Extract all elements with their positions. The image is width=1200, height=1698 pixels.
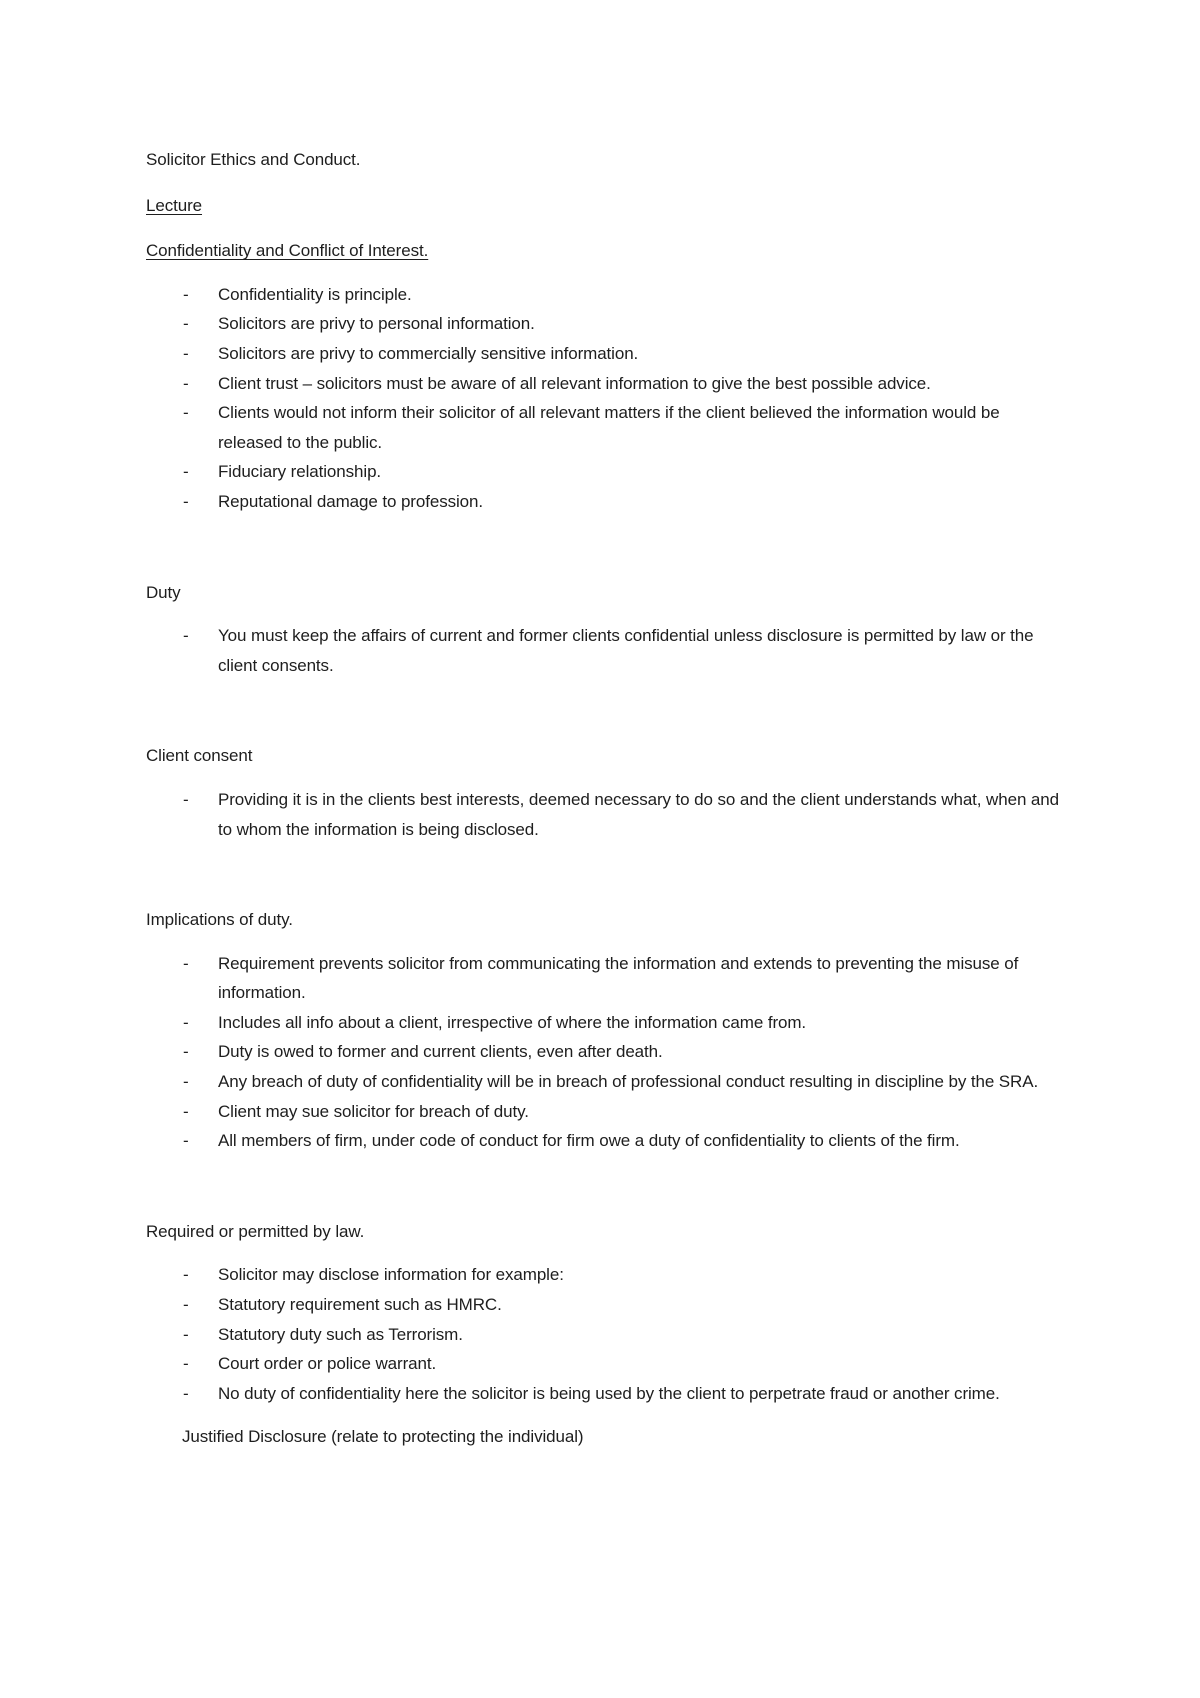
list-item: - You must keep the affairs of current and former clients confidential unless disclosure is permitted by law or the client consents. [146,621,1066,680]
list-item: - Clients would not inform their solicitor of all relevant matters if the client believed the information would be released to the public. [146,398,1066,457]
list-item: - Statutory requirement such as HMRC. [146,1290,1066,1320]
list-item: - Confidentiality is principle. [146,280,1066,310]
document-body [146,145,1066,1452]
list-item: - Requirement prevents solicitor from communicating the information and extends to preventing the misuse of information. [146,949,1066,1008]
list-item: - Reputational damage to profession. [146,487,1066,517]
list-item: - Solicitor may disclose information for example: [146,1260,1066,1290]
justified-disclosure-heading: Justified Disclosure (relate to protecting the individual) [182,1427,584,1447]
intro-list [146,280,1066,517]
list-item: - All members of firm, under code of conduct for firm owe a duty of confidentiality to clients of the firm. [146,1126,1066,1156]
list-item: - Client trust – solicitors must be aware of all relevant information to give the best possible advice. [146,369,1066,399]
client-consent-list [146,785,1066,844]
list-item: - Duty is owed to former and current clients, even after death. [146,1037,1066,1067]
required-by-law-list [146,1260,1066,1408]
list-item: - Includes all info about a client, irrespective of where the information came from. [146,1008,1066,1038]
list-item: - Providing it is in the clients best interests, deemed necessary to do so and the client understands what, when and to whom the information is being disclosed. [146,785,1066,844]
list-item: - Any breach of duty of confidentiality will be in breach of professional conduct resulting in discipline by the SRA. [146,1067,1066,1097]
list-item: - Client may sue solicitor for breach of duty. [146,1097,1066,1127]
list-item: - No duty of confidentiality here the solicitor is being used by the client to perpetrate fraud or another crime. [146,1379,1066,1409]
duty-list [146,621,1066,680]
duty-heading: Duty [146,582,181,602]
list-item: - Solicitors are privy to personal information. [146,309,1066,339]
list-item: - Statutory duty such as Terrorism. [146,1320,1066,1350]
list-item: - Fiduciary relationship. [146,457,1066,487]
required-by-law-heading: Required or permitted by law. [146,1221,365,1241]
topic-heading: Confidentiality and Conflict of Interest. [146,241,429,261]
lecture-heading: Lecture [146,195,203,215]
implications-list [146,949,1066,1156]
list-item: - Solicitors are privy to commercially sensitive information. [146,339,1066,369]
document-title: Solicitor Ethics and Conduct. [146,150,361,169]
client-consent-heading: Client consent [146,746,253,766]
implications-heading: Implications of duty. [146,910,293,930]
list-item: - Court order or police warrant. [146,1349,1066,1379]
